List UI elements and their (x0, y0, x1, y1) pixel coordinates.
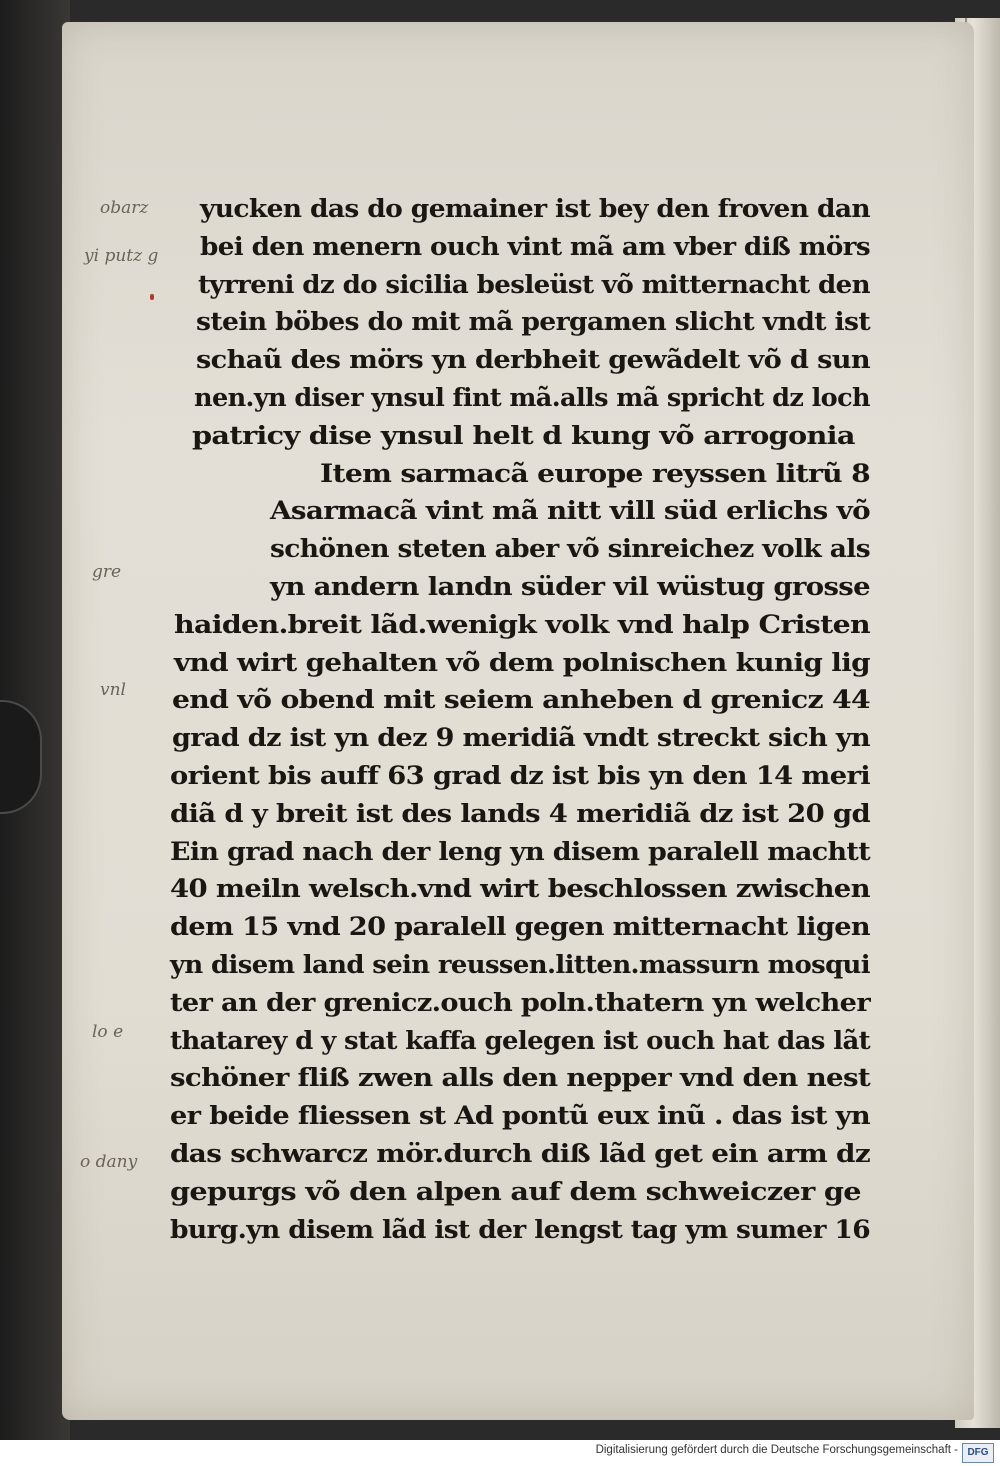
text-line: er beide fliessen st Ad pontũ eux inũ . das ist yn (170, 1101, 870, 1131)
text-line: bei den menern ouch vint mã am vber diß mörs (200, 231, 870, 261)
margin-note: yi putz g (84, 246, 159, 266)
margin-note: o dany (80, 1152, 138, 1172)
text-line: orient bis auff 63 grad dz ist bis yn den 14 meri (170, 760, 871, 790)
text-line: tyrreni dz do sicilia besleüst võ mitternacht den (198, 269, 871, 299)
text-line: burg.yn disem lãd ist der lengst tag ym sumer 16 (170, 1214, 871, 1244)
text-line: gepurgs võ den alpen auf dem schweiczer ge (170, 1176, 861, 1206)
text-line: yn andern landn süder vil wüstug grosse (270, 571, 870, 601)
text-line: ter an der grenicz.ouch poln.thatern yn welcher (170, 987, 870, 1017)
text-line: das schwarcz mör.durch diß lãd get ein arm dz (170, 1138, 870, 1168)
text-line: schaũ des mörs yn derbheit gewãdelt võ d sun (196, 345, 870, 375)
text-line: schöner fliß zwen alls den nepper vnd den nest (170, 1063, 870, 1093)
text-line: patricy dise ynsul helt d kung võ arrogonia (192, 420, 855, 450)
text-line: end võ obend mit seiem anheben d grenicz 44 (172, 685, 870, 715)
margin-note: lo e (92, 1022, 124, 1042)
text-line: stein böbes do mit mã pergamen slicht vndt ist (196, 307, 870, 337)
text-line: thatarey d y stat kaffa gelegen ist ouch hat das lãt (170, 1025, 870, 1055)
margin-note: vnl (100, 680, 126, 700)
dfg-logo: DFG (962, 1443, 994, 1463)
text-line: dem 15 vnd 20 paralell gegen mitternacht ligen (170, 912, 870, 942)
ink-mark (150, 294, 154, 300)
text-line: diã d y breit ist des lands 4 meridiã dz ist 20 gd (170, 798, 870, 828)
text-line: Ein grad nach der leng yn disem paralell machtt (170, 836, 870, 866)
printed-text-block (170, 190, 890, 1248)
text-line: yn disem land sein reussen.litten.massurn mosqui (170, 949, 870, 979)
section-heading: Item sarmacã europe reyssen litrũ 8 (320, 458, 870, 488)
text-line: 40 meiln welsch.vnd wirt beschlossen zwischen (170, 874, 870, 904)
margin-note: gre (92, 562, 122, 582)
text-line: nen.yn diser ynsul fint mã.alls mã spricht dz loch (194, 382, 870, 412)
text-line: schönen steten aber võ sinreichez volk als (270, 534, 870, 564)
text-line: Asarmacã vint mã nitt vill süd erlichs võ (270, 496, 870, 526)
margin-note: obarz (100, 198, 149, 218)
funding-credit: Digitalisierung gefördert durch die Deutsche Forschungsgemeinschaft - (595, 1444, 958, 1456)
text-line: vnd wirt gehalten võ dem polnischen kunig lig (174, 647, 870, 677)
text-line: grad dz ist yn dez 9 meridiã vndt streckt sich yn (172, 723, 870, 753)
text-line: haiden.breit lãd.wenigk volk vnd halp Cristen (174, 609, 870, 639)
text-line: yucken das do gemainer ist bey den froven dan (200, 194, 870, 223)
footer-bar (0, 1440, 1000, 1466)
